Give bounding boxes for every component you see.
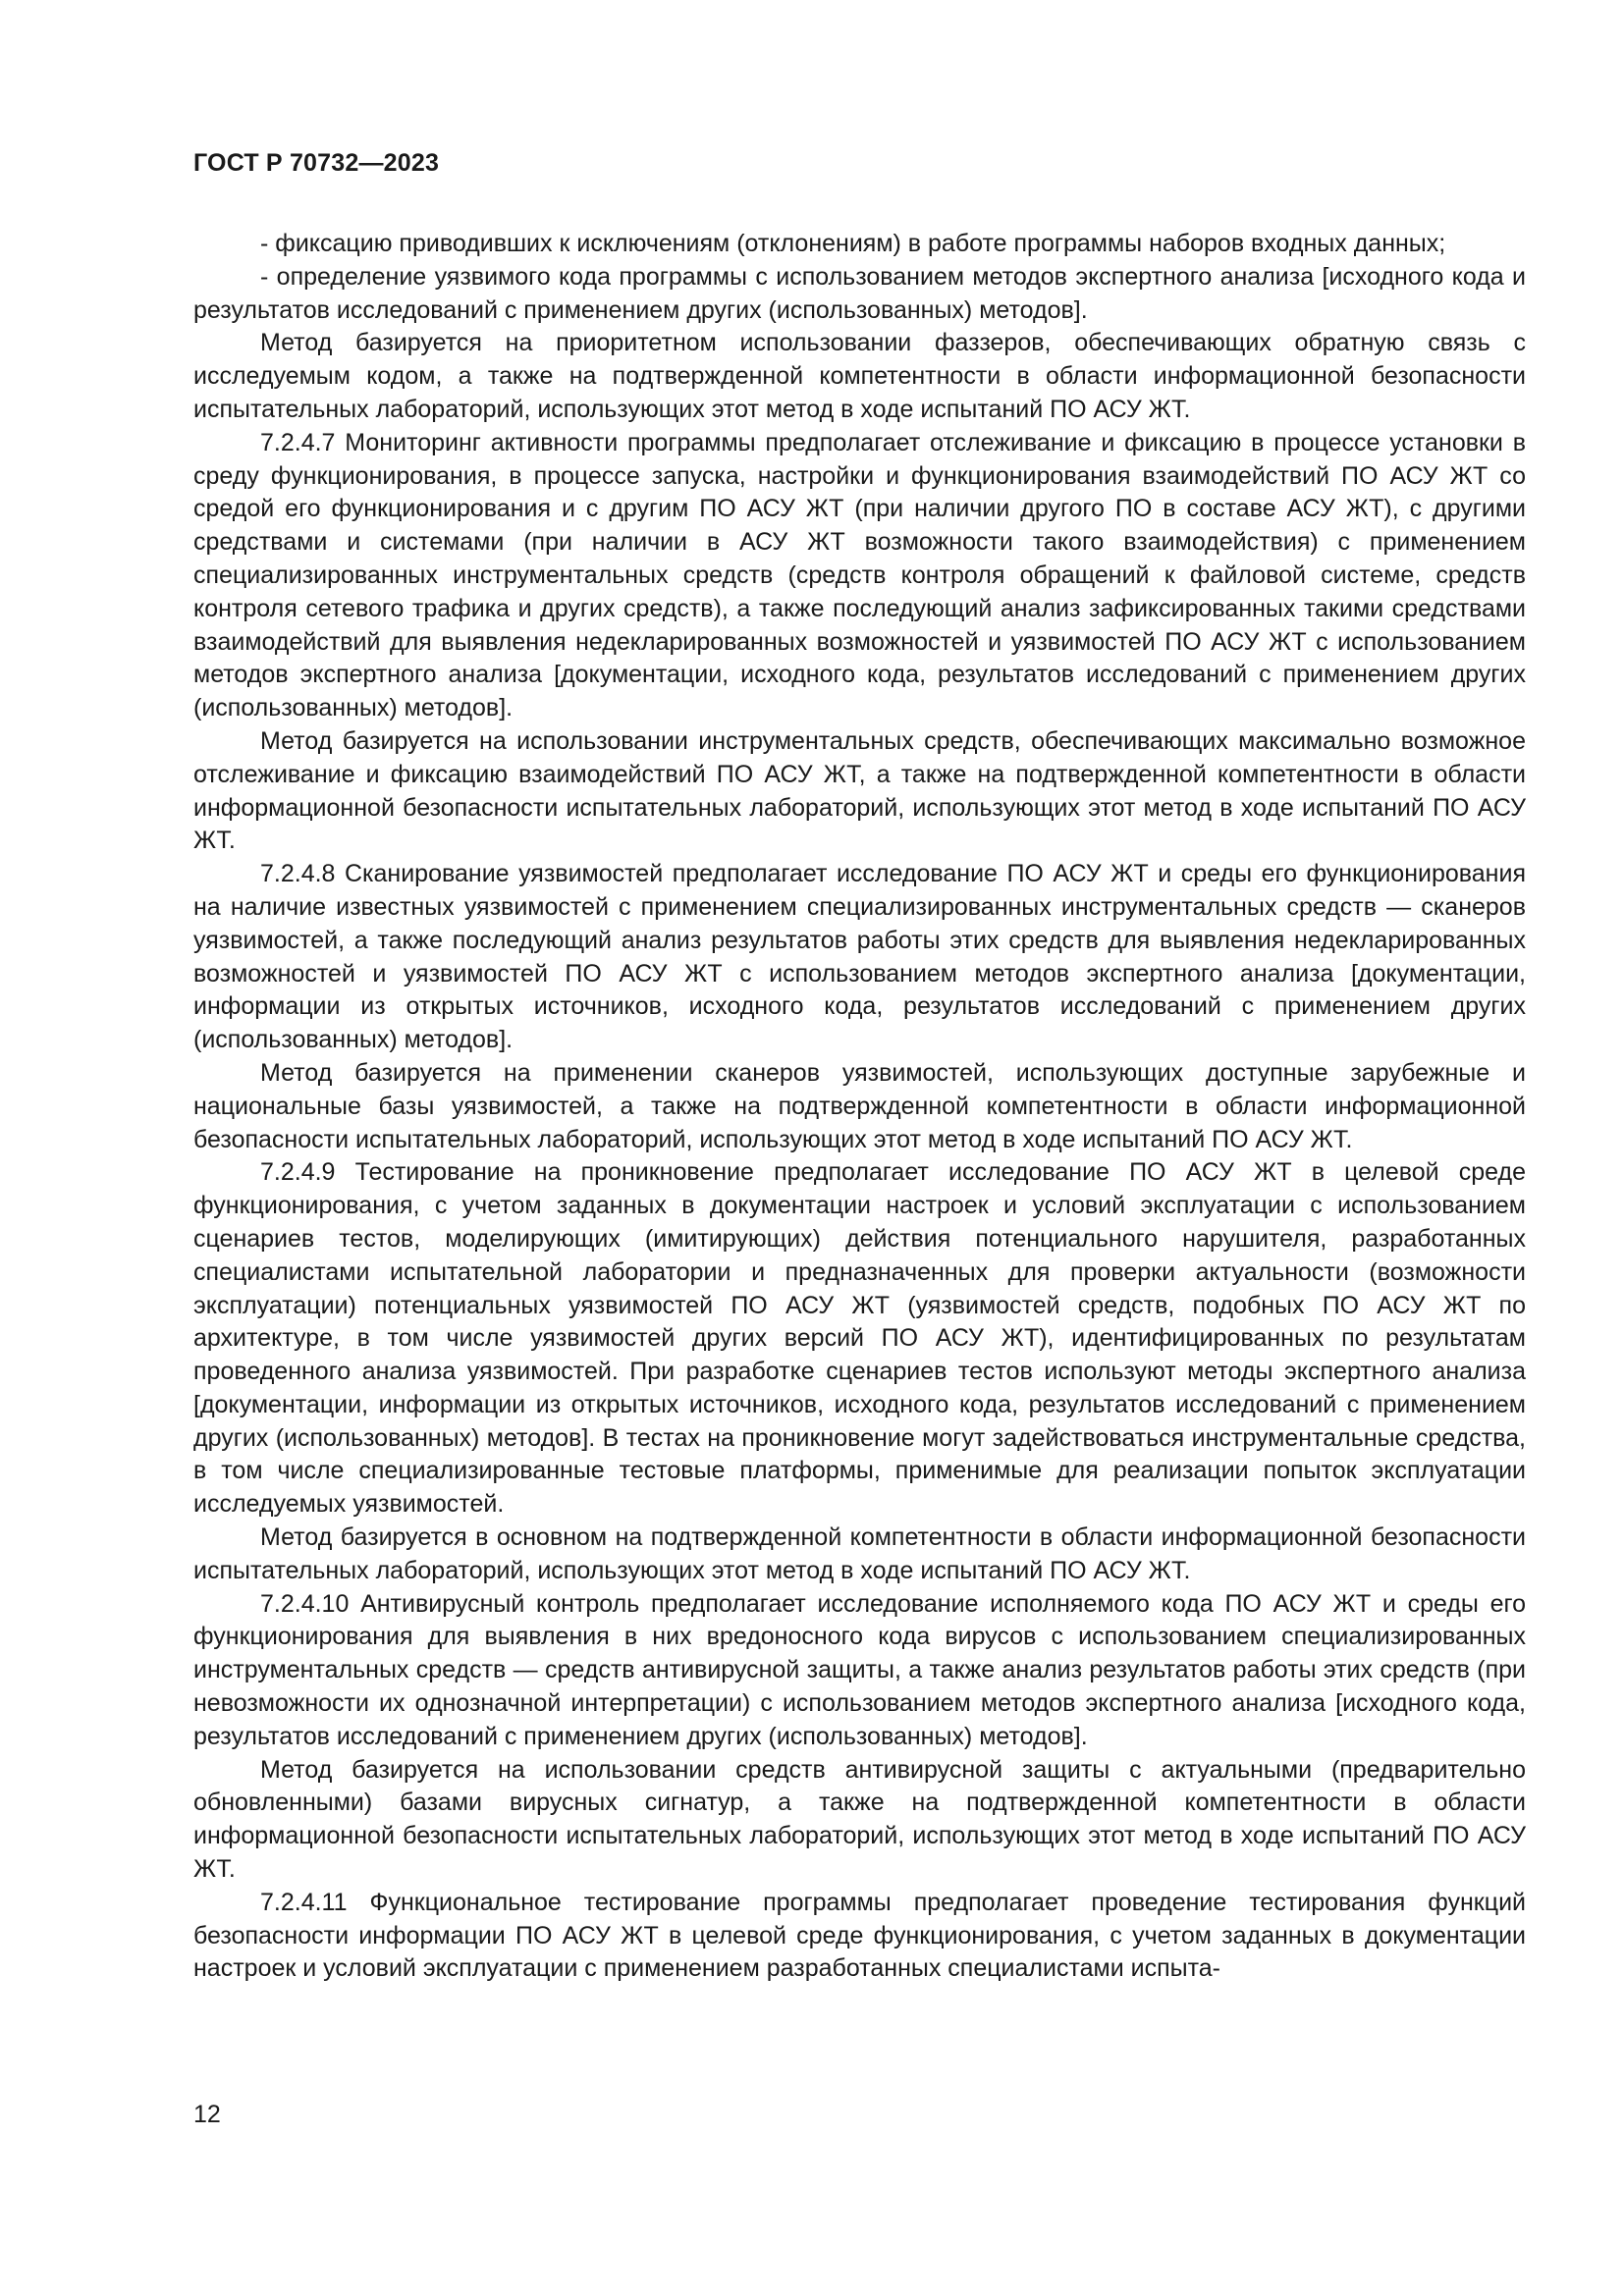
- paragraph: - определение уязвимого кода программы с использованием методов экспертного анализа [исходного кода и результатов исследований с применением других (использованных) методов].: [193, 262, 1526, 324]
- paragraph: Метод базируется на приоритетном использовании фаззеров, обеспечивающих обратную связь с исследуемым кодом, а также на подтвержденной компетентности в области информационной безопасности испытательных лабораторий, использующих этот метод в ходе испытаний ПО АСУ ЖТ.: [193, 329, 1526, 423]
- document-header: ГОСТ Р 70732—2023: [193, 149, 440, 177]
- paragraph: Метод базируется на применении сканеров уязвимостей, использующих доступные зарубежные и национальные базы уязвимостей, а также на подтвержденной компетентности в области информационной безопасности испытательных лабораторий, использующих этот метод в ходе испытаний ПО АСУ ЖТ.: [193, 1058, 1526, 1153]
- paragraph: Метод базируется на использовании инструментальных средств, обеспечивающих максимально возможное отслеживание и фиксацию взаимодействий ПО АСУ ЖТ, а также на подтвержденной компетентности в области информационной безопасности испытательных лабораторий, использующих этот метод в ходе испытаний ПО АСУ ЖТ.: [193, 726, 1526, 855]
- paragraph: Метод базируется в основном на подтвержденной компетентности в области информационной безопасности испытательных лабораторий, использующих этот метод в ходе испытаний ПО АСУ ЖТ.: [193, 1523, 1526, 1584]
- paragraph: 7.2.4.10 Антивирусный контроль предполагает исследование исполняемого кода ПО АСУ ЖТ и среды его функционирования для выявления в них вредоносного кода вирусов с использованием специализированных инструментальных средств — средств антивирусной защиты, а также анализ результатов работы этих средств (при невозможности их однозначной интерпретации) с использованием методов экспертного анализа [исходного кода, результатов исследований с применением других (использованных) методов].: [193, 1589, 1526, 1750]
- document-body: [193, 228, 1526, 1986]
- page-number: 12: [193, 2101, 221, 2128]
- paragraph: 7.2.4.7 Мониторинг активности программы предполагает отслеживание и фиксацию в процессе установки в среду функционирования, в процессе запуска, настройки и функционирования взаимодействий ПО АСУ ЖТ со средой его функционирования и с другим ПО АСУ ЖТ (при наличии другого ПО в составе АСУ ЖТ), с другими средствами и системами (при наличии в АСУ ЖТ возможности такого взаимодействия) с применением специализированных инструментальных средств (средств контроля обращений к файловой системе, средств контроля сетевого трафика и других средств), а также последующий анализ зафиксированных такими средствами взаимодействий для выявления недекларированных возможностей и уязвимостей ПО АСУ ЖТ с использованием методов экспертного анализа [документации, исходного кода, результатов исследований с применением других (использованных) методов].: [193, 428, 1526, 722]
- paragraph: 7.2.4.8 Сканирование уязвимостей предполагает исследование ПО АСУ ЖТ и среды его функционирования на наличие известных уязвимостей с применением специализированных инструментальных средств — сканеров уязвимостей, а также последующий анализ результатов работы этих средств для выявления недекларированных возможностей и уязвимостей ПО АСУ ЖТ с использованием методов экспертного анализа [документации, информации из открытых источников, исходного кода, результатов исследований с применением других (использованных) методов].: [193, 860, 1526, 1054]
- paragraph: 7.2.4.11 Функциональное тестирование программы предполагает проведение тестирования функций безопасности информации ПО АСУ ЖТ в целевой среде функционирования, с учетом заданных в документации настроек и условий эксплуатации с применением разработанных специалистами испыта-: [193, 1888, 1526, 1983]
- paragraph: 7.2.4.9 Тестирование на проникновение предполагает исследование ПО АСУ ЖТ в целевой среде функционирования, с учетом заданных в документации настроек и условий эксплуатации с использованием сценариев тестов, моделирующих (имитирующих) действия потенциального нарушителя, разработанных специалистами испытательной лаборатории и предназначенных для проверки актуальности (возможности эксплуатации) потенциальных уязвимостей ПО АСУ ЖТ (уязвимостей средств, подобных ПО АСУ ЖТ по архитектуре, в том числе уязвимостей других версий ПО АСУ ЖТ), идентифицированных по результатам проведенного анализа уязвимостей. При разработке сценариев тестов используют методы экспертного анализа [документации, информации из открытых источников, исходного кода, результатов исследований с применением других (использованных) методов]. В тестах на проникновение могут задействоваться инструментальные средства, в том числе специализированные тестовые платформы, применимые для реализации попыток эксплуатации исследуемых уязвимостей.: [193, 1158, 1526, 1519]
- paragraph: - фиксацию приводивших к исключениям (отклонениям) в работе программы наборов входных данных;: [260, 230, 1446, 257]
- paragraph: Метод базируется на использовании средств антивирусной защиты с актуальными (предварительно обновленными) базами вирусных сигнатур, а также на подтвержденной компетентности в области информационной безопасности испытательных лабораторий, использующих этот метод в ходе испытаний ПО АСУ ЖТ.: [193, 1755, 1526, 1884]
